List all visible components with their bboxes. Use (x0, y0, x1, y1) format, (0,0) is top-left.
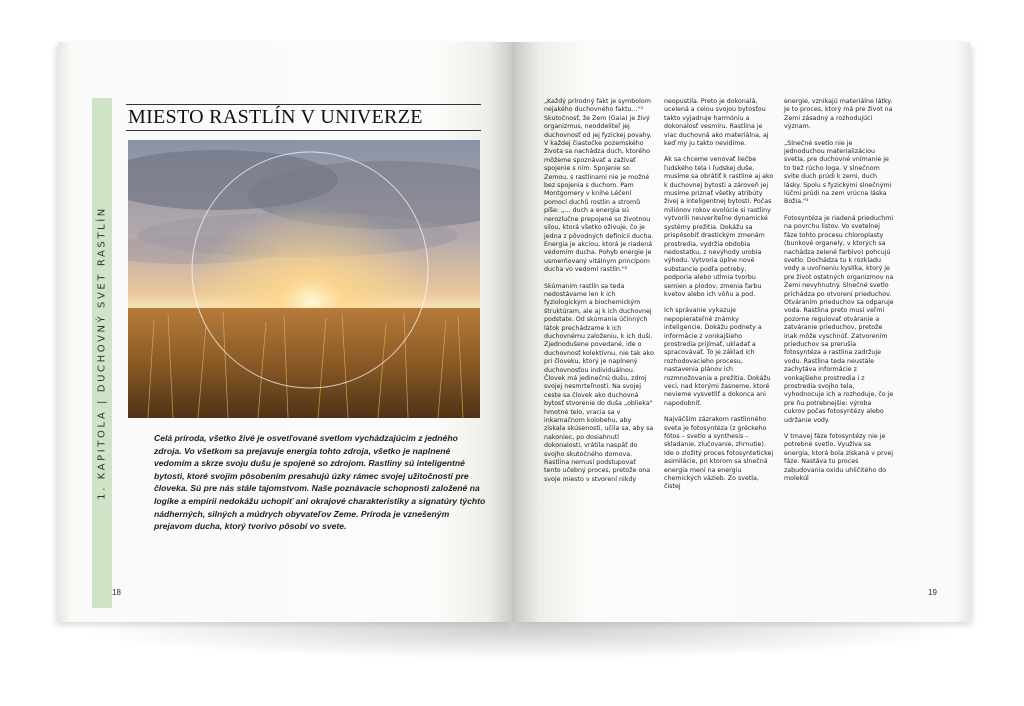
text-column-2 (664, 98, 774, 500)
paragraph: Ak sa chceme venovať liečbe ľudského tela i ľudskej duše, musíme sa obrátiť k rastline aj ako k duchovnej bytosti a zároveň jej musíme priznať všetky atribúty živej a inteligentnej bytosti. Počas miliónov rokov evolúcie si rastliny vytvorili neuveriteľne dynamické systémy prežitia. Dokážu sa prispôsobiť drastickým zmenám prostredia, vydržia obdobia nedostatku, z nevýhody urobia výhodu. Vytvoria úplne nové substancie podľa potreby, podporia alebo utlmia tvorbu semien a plodov, zmenia farbu kvetov alebo ich vôňu a pod. (664, 156, 774, 298)
text-column-3 (784, 98, 894, 491)
paragraph: Ich správanie vykazuje nepopierateľné známky inteligencie. Dokážu podnety a informácie z vonkajšieho prostredia prijímať, ukladať a spracovávať. To je základ ich rozhodovacieho procesu, nastavenia plánov ich rozmnožovania a prežitia. Dokážu veci, nad ktorými žasneme, ktoré nevieme vysvetliť a dokonca ani napodobniť. (664, 307, 771, 407)
right-page (514, 42, 970, 622)
paragraph: V tmavej fáze fotosyntézy nie je potrebné svetlo. Využíva sa energia, ktorá bola získaná v prvej fáze. Nastáva tu proces zabudovania oxidu uhličitého do molekúl (784, 433, 893, 483)
left-page (58, 42, 514, 622)
intro-paragraph: Celá príroda, všetko živé je osvetľované svetlom vychádzajúcim z jedného zdroja. Vo všetkom sa prejavuje energia tohto zdroja, všetko je naplnené vedomím a skrze svoju dušu je spojené so zdrojom. Rastliny sú inteligentné bytosti, ktoré svojím pôsobením presahujú úzky rámec svojej užitočnosti pre človeka. Sú pre nás stále tajomstvom. Naše poznávacie schopnosti založené na logike a empírii nedokážu uchopiť ani okrajové charakteristiky a signatúry týchto nádherných, silných a múdrych obyvateľov Zeme. Príroda je vznešeným prejavom ducha, ktorý tvorivo pôsobí vo svete. (154, 433, 486, 532)
chapter-label: 1. KAPITOLA | DUCHOVNÝ SVET RASTLÍN (96, 206, 108, 500)
title-rule-bottom (126, 130, 481, 131)
page-number-right: 19 (928, 588, 937, 597)
paragraph: energie, vznikajú materiálne látky. Je to proces, ktorý má pre život na Zemi zásadný a rozhodujúci význam. (784, 98, 893, 131)
paragraph: „Každý prírodný fakt je symbolom nejakého duchovného faktu…"¹ Skutočnosť, že Zem (Gaia) je živý organizmus, neoddeliteľ jej duchovnosť od jej fyzickej povahy. V každej čiastočke pozemského života sa nachádza duch, ktorého môžeme spoznávať a zažívať spojenie s ním. Spojenie so Zemou, s rastlinami nie je možné bez spojenia s duchom. Pam Montgomery v knihe Léčení pomocí duchů rostlin a stromů píše: „… duch a energia sú nerozlučne prepojené so životnou silou, ktorá všetko oživuje, čo je jedna z pôvodných definícií ducha. Energia je akciou, ktorá je riadená vedomím ducha. Pohyb energie je usmerňovaný vitálnym princípom ducha vo vedomí rastlín."² (544, 98, 654, 274)
sunset-grass-field-image (128, 140, 480, 418)
open-book (58, 42, 970, 622)
paragraph: Fotosyntéza je riadená prieduchmi na povrchu listov. Vo svetelnej fáze tohto procesu chloroplasty (bunkové organely, v ktorých sa nachádza zelené farbivo) pohcujú svetlo. Dochádza tu k rozkladu vody a uvoľneniu kyslíka, ktorý je pre život ostatných organizmov na Zemi nevyhnutný. Slnečné svetlo prichádza po otvorení prieduchov. Otváraním prieduchov sa odparuje voda. Rastlina preto musí veľmi pozorne regulovať otváranie a zatváranie prieduchov, pretože inak môže vyschnúť. Zatvorením prieduchov sa prerušia fotosyntéza a rastlina zadržuje vodu. Rastlina teda neustále zachytáva informácie z vonkajšieho prostredia i z prostredia svojho tela, vyhodnocuje ich a rozhoduje, čo je pre ňu potrebnejšie: výroba cukrov počas fotosyntézy alebo udržanie vody. (784, 214, 894, 424)
paragraph: neopustila. Preto je dokonalá, ucelená a celou svojou bytosťou takto vyjadruje harmóniu a dokonalosť vesmíru. Rastlina je viac duchovná ako materiálna, aj keď my ju takto nevidíme. (664, 98, 769, 148)
paragraph: Skúmanim rastlín sa teda nedostávame len k ich fyziologickým a biochemickým štruktúram, ale aj k ich duchovnej podstate. Od skúmania účinných látok prechádzame k ich duchovnému založeniu, k ich duši. Zjednodušene povedané, ide o duchovnosť kolektívnu, nie tak ako pri človeku, ktorý je naplnený duchovnosťou individuálnou. Človek má jedinečnú dušu, zdroj svojej nesmrteľnosti. Na svojej ceste sa človek ako duchovná bytosť stvorenie do duša „oblieka" hmotné telo, vracia sa v inkarnačnom kolobehu, aby získala skúsenosti, učila sa, aby sa nakoniec, po dosiahnutí dokonalosti, vrátila naspäť do svojho skutočného domova. Rastlina nemusí podstupovať tento učebný proces, pretože ona svoje miesto v stvorení nikdy (544, 282, 654, 483)
text-column-1 (544, 98, 654, 492)
paragraph: Najväčším zázrakom rastlinného sveta je fotosyntéza (z gréckeho fótos – svetlo a synthesis – skladanie, zlučovanie, zhrnutie). Ide o zložitý proces fotosyntetickej asimilácie, pri ktorom sa slnečná energia mení na energiu chemických väzieb. Zo svetla, čistej (664, 416, 774, 491)
title-rule-top (126, 104, 481, 105)
page-number-left: 18 (112, 588, 121, 597)
page-title: MIESTO RASTLÍN V UNIVERZE (128, 106, 423, 128)
paragraph: „Slnečné svetlo nie je jednoduchou materializáciou svetla, pre duchovné vnímanie je to tiež rúcho loga. V slnečnom svite duch prúdi k zemi, duch lásky. Spolu s fyzickými slnečnými lúčmi prúdi na zem vrúcna láska Božia."³ (784, 139, 892, 206)
